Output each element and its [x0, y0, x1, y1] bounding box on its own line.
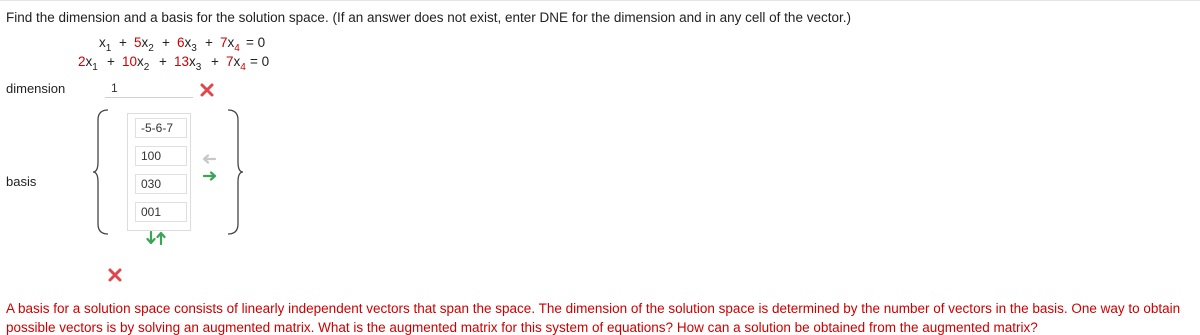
eq1-op3: + — [162, 35, 170, 50]
right-brace — [226, 108, 244, 236]
eq1-term3: $6x_3$ — [177, 35, 197, 54]
eq1-term1: $x_1$ — [99, 35, 112, 54]
dimension-input[interactable]: 1 — [105, 79, 193, 98]
x-mark-icon — [199, 82, 215, 98]
basis-vector-cell-4[interactable]: 001 — [135, 202, 187, 222]
arrow-left-icon[interactable] — [202, 154, 216, 164]
basis-vector-cell-3[interactable]: 030 — [135, 174, 187, 194]
eq1-op4: + — [205, 35, 213, 50]
basis-label: basis — [6, 174, 37, 189]
x-mark-icon — [107, 267, 123, 283]
dimension-label: dimension — [6, 81, 66, 96]
arrow-right-icon[interactable] — [203, 171, 217, 181]
eq2-op4: + — [211, 54, 219, 69]
top-divider — [0, 0, 1200, 1]
eq2-op3: + — [159, 54, 167, 69]
eq1-op2: + — [119, 35, 127, 50]
eq2-term3: $13x_3$ — [174, 54, 202, 73]
eq2-term1: $2x_1$ — [78, 54, 98, 73]
eq1-term4: $7x_4$ — [220, 35, 240, 54]
eq2-term4: $7x_4$ — [226, 54, 246, 73]
eq2-rhs: = 0 — [250, 54, 270, 69]
eq1-rhs: = 0 — [246, 35, 266, 50]
basis-vector-cell-1[interactable]: -5-6-7 — [135, 118, 187, 138]
eq1-term2: $5x_2$ — [134, 35, 154, 54]
basis-vector-cell-2[interactable]: 100 — [135, 146, 187, 166]
left-brace — [92, 108, 110, 236]
arrow-down-icon[interactable] — [146, 231, 156, 245]
eq2-op2: + — [107, 54, 115, 69]
instructions-text: Find the dimension and a basis for the solution space. (If an answer does not exist, enter DNE for the dimension and in any cell of the vector.) — [6, 10, 851, 25]
arrow-up-icon[interactable] — [156, 231, 166, 245]
eq2-term2: $10x_2$ — [122, 54, 150, 73]
feedback-text: A basis for a solution space consists of linearly independent vectors that span the space. The dimension of the solution space is determined by the number of vectors in the basis. One way to obtain possible vectors is by solving an augmented matrix. What is the augmented matrix for this system of equations? How can a solution be obtained from the augmented matrix? — [6, 301, 1181, 335]
